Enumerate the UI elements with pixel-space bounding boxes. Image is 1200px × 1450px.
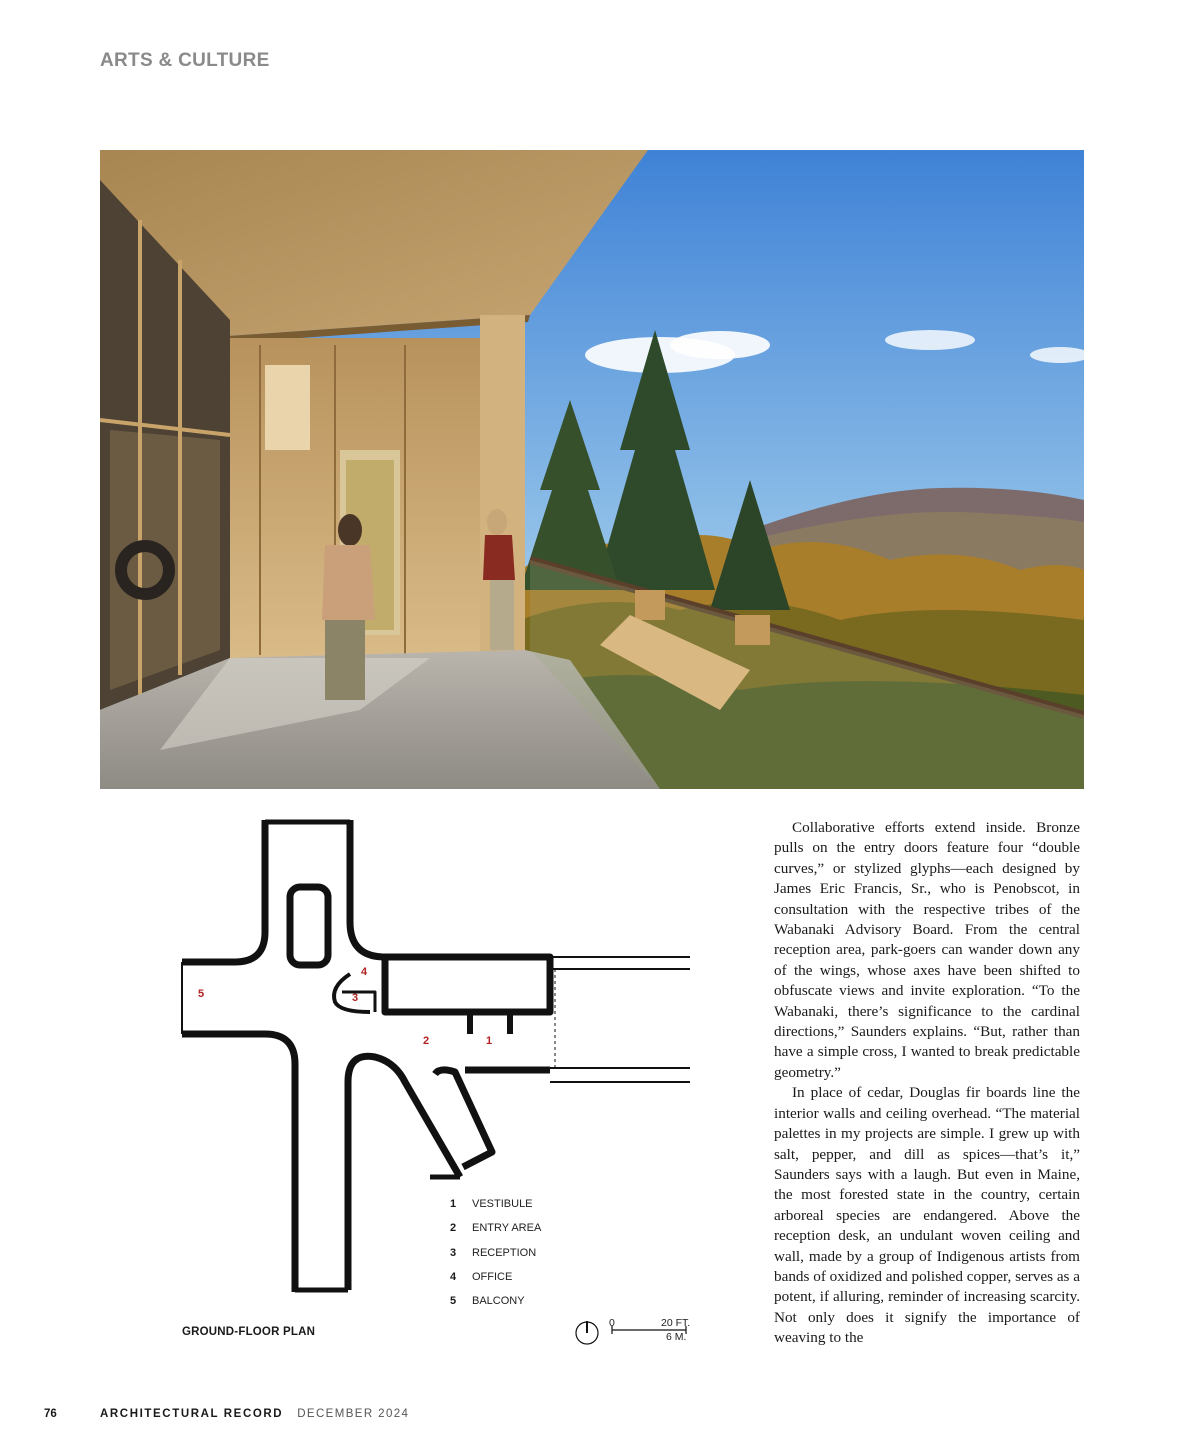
legend-label: VESTIBULE bbox=[472, 1198, 533, 1211]
legend-label: RECEPTION bbox=[472, 1246, 537, 1259]
legend-item bbox=[450, 1216, 600, 1240]
legend-label: OFFICE bbox=[472, 1271, 513, 1284]
scale-bar bbox=[574, 1318, 704, 1348]
plan-room-3: 3 bbox=[351, 992, 359, 1004]
article-body bbox=[774, 818, 1080, 1349]
scale-meters: 6 M. bbox=[666, 1331, 687, 1343]
legend-number: 4 bbox=[450, 1271, 457, 1284]
page-footer bbox=[44, 1408, 409, 1420]
plan-room-1: 1 bbox=[485, 1035, 493, 1047]
plan-title: GROUND-FLOOR PLAN bbox=[182, 1326, 316, 1338]
scale-feet: 20 FT. bbox=[661, 1317, 691, 1329]
scale-zero: 0 bbox=[609, 1317, 615, 1329]
legend-label: ENTRY AREA bbox=[472, 1222, 542, 1235]
photo-porch-overlook bbox=[100, 150, 1084, 789]
article-paragraph: Collaborative efforts extend inside. Bronze pulls on the entry doors feature four “double curves,” or stylized glyphs—each designed by James Eric Francis, Sr., who is Penobscot, in consultation with the respective tribes of the Wabanaki Advisory Board. From the central reception area, park-goers can wander down any of the wings, whose axes have been shifted to obfuscate views and invite exploration. “To the Wabanaki, there’s significance to the cardinal directions,” Saunders explains. “But, rather than have a simple cross, I wanted to break predictable geometry.” bbox=[774, 819, 1080, 1081]
legend-number: 1 bbox=[450, 1198, 457, 1211]
legend-label: BALCONY bbox=[472, 1295, 525, 1308]
page-number: 76 bbox=[44, 1408, 57, 1420]
issue-date: DECEMBER 2024 bbox=[297, 1408, 410, 1420]
magazine-name: ARCHITECTURAL RECORD bbox=[100, 1408, 284, 1420]
plan-room-5: 5 bbox=[197, 988, 205, 1000]
legend-number: 2 bbox=[450, 1222, 457, 1235]
legend-item bbox=[450, 1192, 600, 1216]
legend-number: 5 bbox=[450, 1295, 457, 1308]
plan-legend bbox=[450, 1192, 600, 1313]
legend-item bbox=[450, 1265, 600, 1289]
article-paragraph: In place of cedar, Douglas fir boards line the interior walls and ceiling overhead. “The material palettes in my projects are simple. I grew up with salt, pepper, and dill as spices—that’s it,” Saunders says with a laugh. But even in Maine, the most forested state in the country, certain arboreal species are endangered. Above the reception desk, an undulant woven ceiling and wall, made by a group of Indigenous artists from bands of oxidized and polished copper, serves as a potent, if alluring, reminder of increasing scarcity. Not only does it signify the importance of weaving to the bbox=[774, 1084, 1081, 1347]
legend-number: 3 bbox=[450, 1246, 457, 1259]
legend-item bbox=[450, 1241, 600, 1265]
plan-room-4: 4 bbox=[360, 966, 368, 978]
north-arrow-icon bbox=[576, 1321, 598, 1344]
section-label: ARTS & CULTURE bbox=[100, 50, 270, 71]
plan-room-2: 2 bbox=[422, 1035, 430, 1047]
legend-item bbox=[450, 1289, 600, 1313]
